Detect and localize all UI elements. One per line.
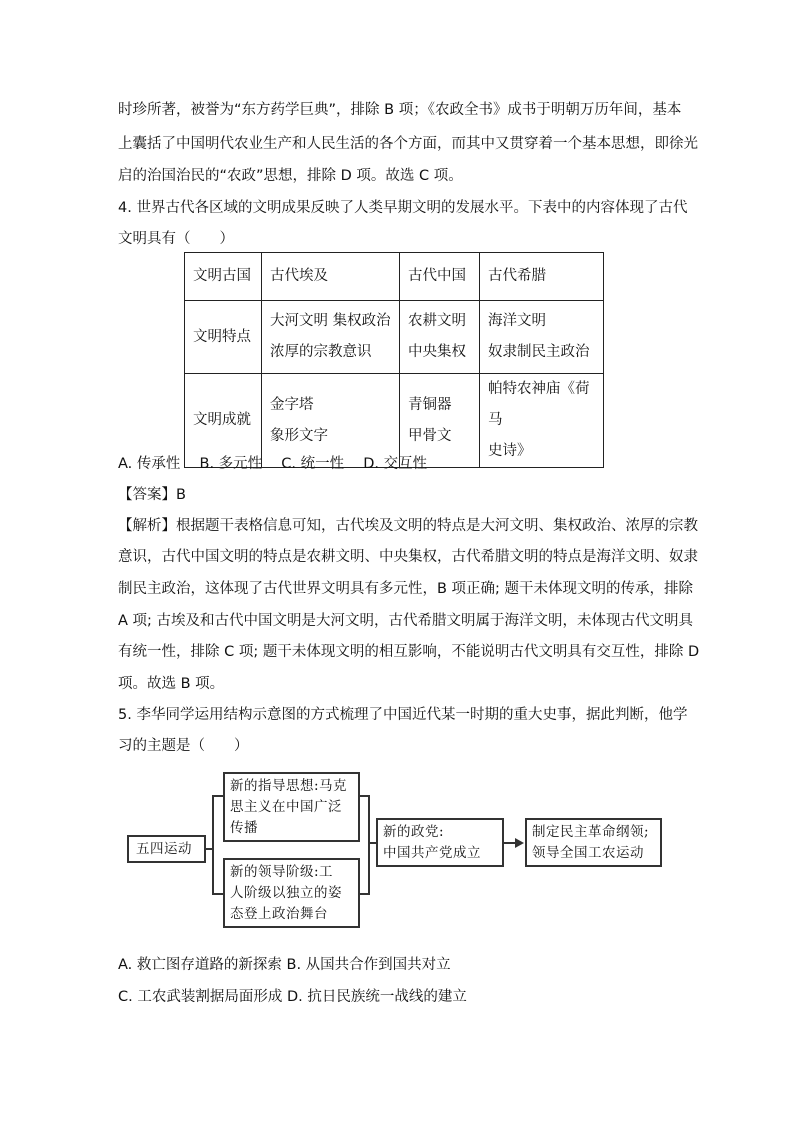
q4-analysis-line-3: 制民主政治，这体现了古代世界文明具有多元性，B 项正确; 题干未体现文明的传承，排除 bbox=[118, 581, 694, 597]
cell-line: 浓厚的宗教意识 bbox=[270, 344, 372, 360]
table-cell bbox=[262, 301, 400, 374]
intro-line-3: 启的治国治民的“农政”思想，排除 D 项。故选 C 项。 bbox=[118, 168, 463, 184]
connector-line bbox=[368, 842, 376, 844]
box-line: 新的指导思想:马克 bbox=[230, 778, 348, 794]
box-line: 思主义在中国广泛 bbox=[230, 799, 342, 815]
box-line: 传播 bbox=[230, 820, 258, 836]
new-party-box bbox=[376, 818, 504, 867]
connector-line bbox=[212, 795, 223, 797]
cell-line: 象形文字 bbox=[270, 427, 328, 444]
connector-line bbox=[212, 893, 223, 895]
table-cell: 文明古国 bbox=[185, 253, 262, 301]
q4-options: A. 传承性 B. 多元性 C. 统一性 D. 交互性 bbox=[118, 456, 428, 472]
arrow-right-icon bbox=[515, 838, 524, 848]
table-cell: 古代中国 bbox=[400, 253, 480, 301]
q4-stem-line-2: 文明具有（ ） bbox=[118, 231, 234, 247]
box-line: 领导全国工农运动 bbox=[532, 845, 644, 861]
table-row bbox=[185, 301, 604, 374]
box-line: 中国共产党成立 bbox=[383, 845, 481, 861]
q4-analysis-line-2: 意识，古代中国文明的特点是农耕文明、中央集权，古代希腊文明的特点是海洋文明、奴隶 bbox=[118, 549, 698, 565]
cell-line: 帕特农神庙《荷马 bbox=[488, 381, 590, 428]
q4-analysis-line-4: A 项; 古埃及和古代中国文明是大河文明，古代希腊文明属于海洋文明，未体现古代文明具 bbox=[118, 613, 694, 629]
intro-line-2: 上囊括了中国明代农业生产和人民生活的各个方面，而其中又贯穿着一个基本思想，即徐光 bbox=[118, 136, 698, 152]
cell-line: 史诗》 bbox=[488, 443, 532, 459]
table-cell bbox=[480, 301, 604, 374]
q5-options-line-2: C. 工农武装割据局面形成 D. 抗日民族统一战线的建立 bbox=[118, 989, 467, 1005]
q4-analysis-line-6: 项。故选 B 项。 bbox=[118, 676, 225, 692]
box-line: 新的政党: bbox=[383, 824, 445, 840]
q4-stem-line-1: 4. 世界古代各区域的文明成果反映了人类早期文明的发展水平。下表中的内容体现了古代 bbox=[118, 200, 688, 216]
table-header-row bbox=[185, 253, 604, 301]
box-line: 制定民主革命纲领; bbox=[532, 824, 650, 840]
cell-line: 大河文明 集权政治 bbox=[270, 313, 391, 329]
start-box bbox=[127, 835, 206, 863]
connector-line bbox=[212, 795, 214, 895]
q4-analysis-line-1: 【解析】根据题干表格信息可知，古代埃及文明的特点是大河文明、集权政治、浓厚的宗教 bbox=[118, 518, 698, 534]
cell-line: 甲骨文 bbox=[408, 427, 452, 444]
q5-stem-line-1: 5. 李华同学运用结构示意图的方式梳理了中国近代某一时期的重大史事，据此判断，他学 bbox=[118, 707, 688, 723]
table-cell: 文明成就 bbox=[185, 374, 262, 468]
cell-line: 金字塔 bbox=[270, 396, 314, 413]
cell-line: 中央集权 bbox=[408, 344, 466, 360]
leading-class-box bbox=[223, 858, 360, 928]
table-cell bbox=[480, 374, 604, 468]
cell-line: 海洋文明 bbox=[488, 313, 546, 329]
start-box-label: 五四运动 bbox=[136, 841, 192, 857]
box-line: 人阶级以独立的姿 bbox=[230, 885, 342, 901]
cell-line: 奴隶制民主政治 bbox=[488, 344, 590, 360]
connector-line bbox=[368, 795, 370, 895]
q5-options-line-1: A. 救亡图存道路的新探索 B. 从国共合作到国共对立 bbox=[118, 957, 451, 973]
intro-line-1: 时珍所著，被誉为“东方药学巨典”，排除 B 项；《农政全书》成书于明朝万历年间，基本 bbox=[118, 102, 682, 118]
q5-stem-line-2: 习的主题是（ ） bbox=[118, 738, 249, 754]
box-line: 新的领导阶级:工 bbox=[230, 864, 334, 880]
table-cell: 文明特点 bbox=[185, 301, 262, 374]
cell-line: 青铜器 bbox=[408, 396, 452, 413]
q4-analysis-line-5: 有统一性，排除 C 项; 题干未体现文明的相互影响，不能说明古代文明具有交互性，排除 D bbox=[118, 644, 700, 660]
q4-answer: 【答案】B bbox=[118, 487, 186, 503]
cell-line: 农耕文明 bbox=[408, 313, 466, 329]
table-cell: 古代埃及 bbox=[262, 253, 400, 301]
guiding-thought-box bbox=[223, 772, 360, 842]
table-cell: 古代希腊 bbox=[480, 253, 604, 301]
table-cell bbox=[400, 301, 480, 374]
box-line: 态登上政治舞台 bbox=[230, 906, 328, 922]
civilization-table bbox=[184, 252, 604, 468]
revolution-program-box bbox=[525, 818, 662, 867]
